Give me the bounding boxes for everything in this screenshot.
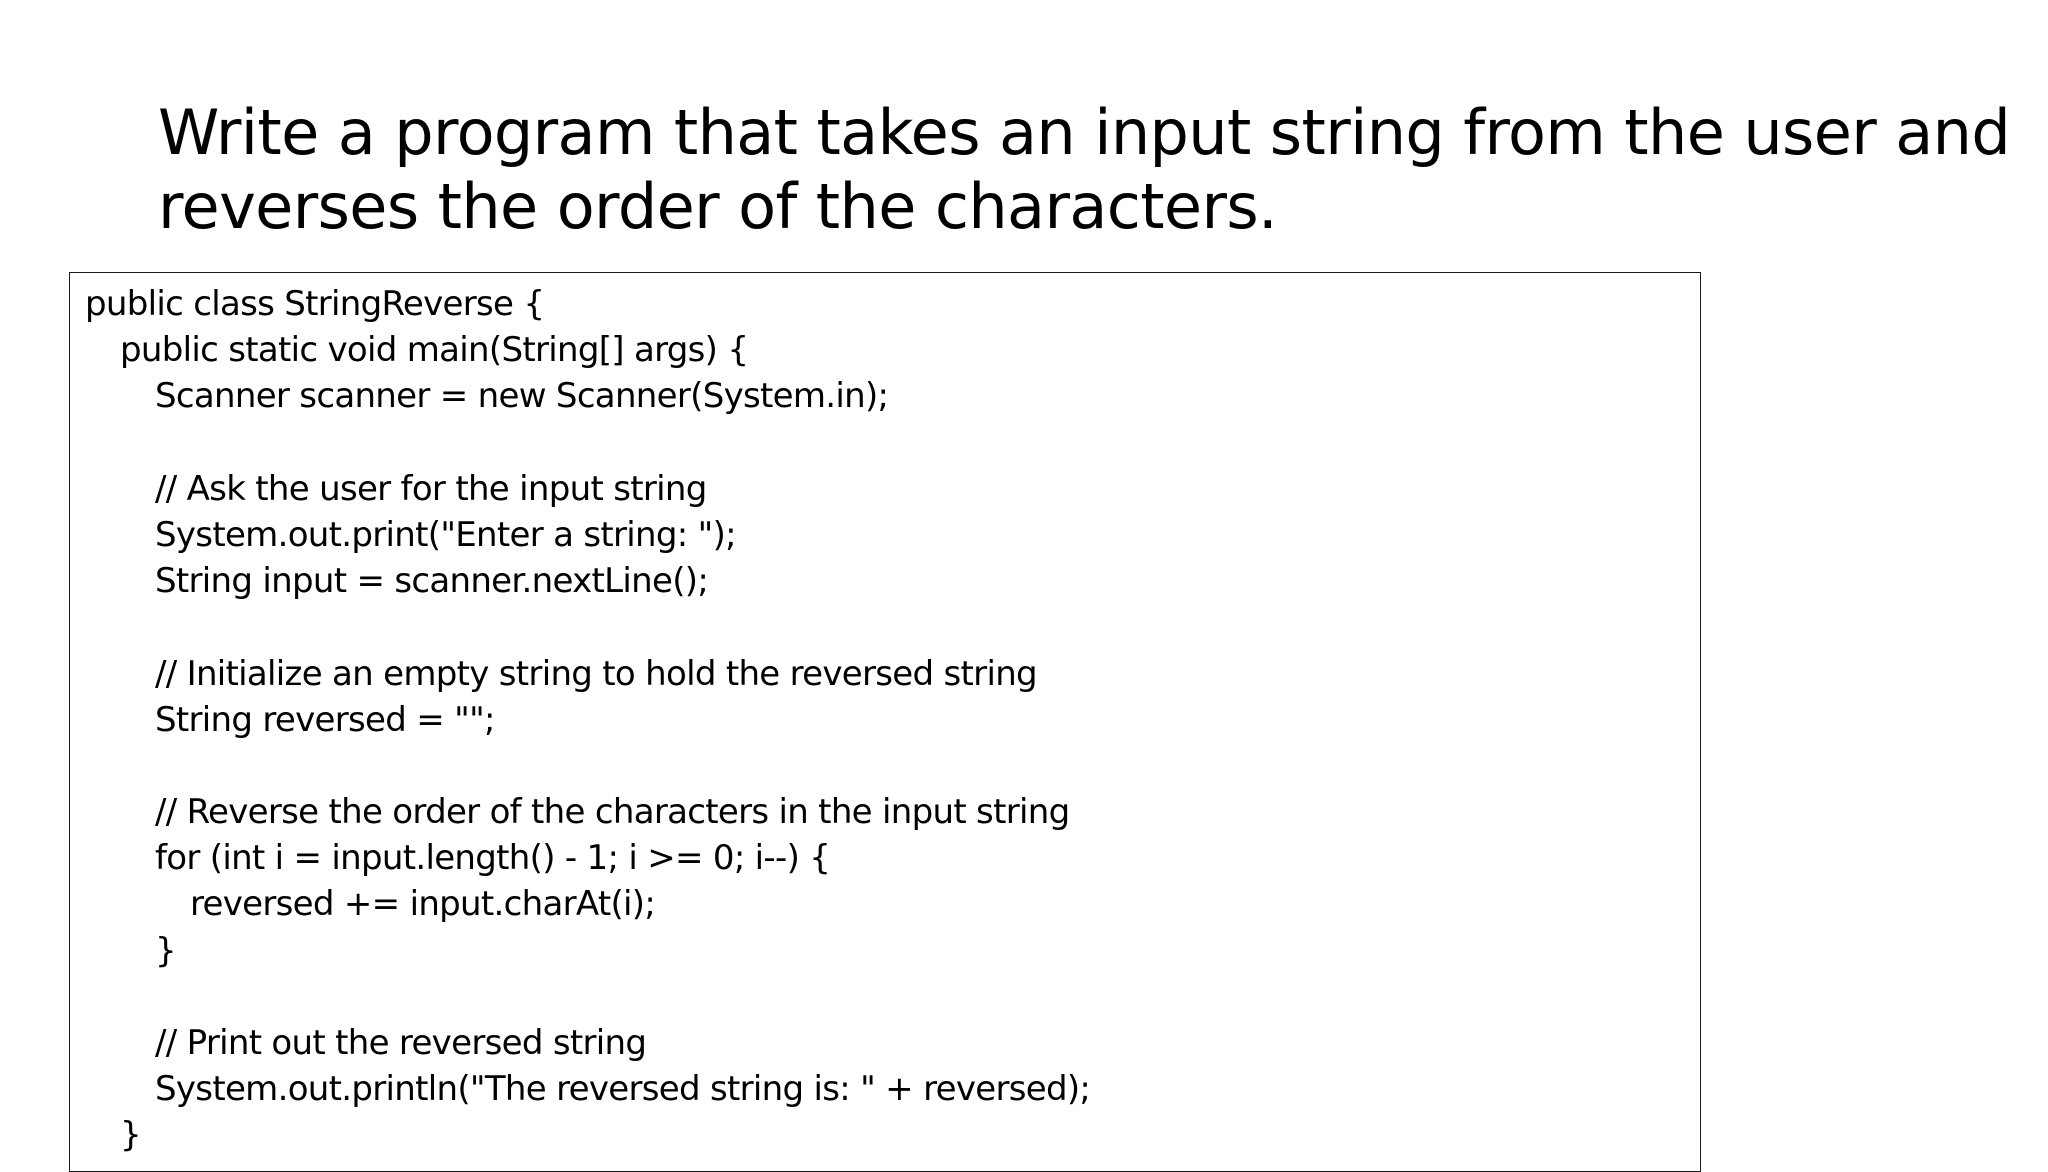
code-line: Scanner scanner = new Scanner(System.in); xyxy=(155,376,889,417)
code-line: System.out.println("The reversed string is: " + reversed); xyxy=(155,1069,1091,1110)
slide-title-line-2: reverses the order of the characters. xyxy=(158,170,1278,243)
code-line: } xyxy=(120,1115,141,1156)
code-blank-line xyxy=(85,974,1090,1020)
code-line: for (int i = input.length() - 1; i >= 0; i--) { xyxy=(155,838,831,879)
code-line: } xyxy=(155,930,176,971)
code-line: // Reverse the order of the characters in the input string xyxy=(155,792,1070,833)
code-line: public static void main(String[] args) { xyxy=(120,330,749,371)
slide-title xyxy=(158,96,2011,244)
code-line: // Print out the reversed string xyxy=(155,1023,647,1063)
code-line: System.out.print("Enter a string: "); xyxy=(155,514,736,555)
code-line: // Ask the user for the input string xyxy=(155,468,707,509)
code-line: String input = scanner.nextLine(); xyxy=(155,561,709,602)
code-blank-line xyxy=(85,743,1090,789)
code-block xyxy=(85,281,1090,1159)
code-line: reversed += input.charAt(i); xyxy=(190,884,656,925)
code-line: String reversed = ""; xyxy=(155,699,495,740)
slide-title-line-1: Write a program that takes an input string from the user and xyxy=(158,96,2011,169)
code-line: // Initialize an empty string to hold the reversed string xyxy=(155,653,1037,694)
code-blank-line xyxy=(85,604,1090,650)
code-line: public class StringReverse { xyxy=(85,284,545,324)
code-blank-line xyxy=(85,420,1090,466)
